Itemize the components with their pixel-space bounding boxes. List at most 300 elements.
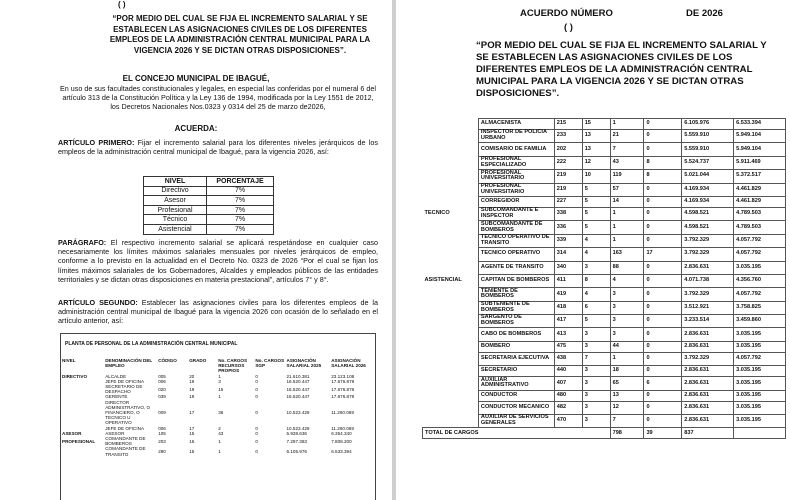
codigo-cell: 314	[554, 248, 582, 261]
nivel-cell	[423, 119, 479, 130]
cargos-sgp-cell: 8	[644, 170, 682, 183]
codigo-cell: 340	[554, 261, 582, 274]
table-row	[423, 352, 786, 365]
cargos-propios-cell: 4	[610, 274, 644, 287]
nivel-cell: DIRECTIVO	[62, 373, 88, 379]
denominacion-cell: CAPITAN DE BOMBEROS	[478, 274, 554, 287]
denominacion-cell: CORREGIDOR	[478, 196, 554, 207]
grado-cell: 5	[582, 196, 610, 207]
codigo-cell: 413	[554, 328, 582, 341]
asig-2025-cell: 10.523.429	[286, 410, 310, 416]
cargos-sgp-cell: 6	[644, 377, 682, 390]
planta-table	[61, 358, 375, 457]
cargos-propios-cell: 163	[610, 248, 644, 261]
paragrafo-label: PARÁGRAFO:	[58, 238, 107, 247]
col-asig-2026: ASIGNACIÓN SALARIAL 2026	[331, 358, 366, 369]
asig-2026-cell: 6.533.394	[734, 119, 786, 130]
cargos-propios-cell: 88	[610, 261, 644, 274]
denominacion-cell: TECNICO OPERATIVO	[478, 248, 554, 261]
nivel-cell	[423, 315, 479, 328]
denominacion-cell: PROFESIONAL UNIVERSITARIO	[478, 183, 554, 196]
table-row	[423, 196, 786, 207]
percent-cell: 7%	[207, 215, 274, 225]
nivel-cell	[423, 248, 479, 261]
asig-2025-cell: 4.598.521	[682, 221, 734, 234]
table-row	[144, 224, 274, 234]
asig-2025-cell: 3.792.329	[682, 288, 734, 301]
article-2-text: Establecer las asignaciones civiles para los diferentes empleos de la administración central municipal de Ibagué para la vigencia 2026 con ocasión de lo señalado en el artículo anterior, así:	[58, 298, 378, 326]
asig-2025-cell: 7.297.383	[286, 438, 307, 444]
asig-2026-cell: 4.789.503	[734, 207, 786, 220]
cargos-propios-cell: 3	[218, 378, 221, 384]
grado-cell: 17	[189, 425, 195, 431]
denominacion-cell: ALMACENISTA	[478, 119, 554, 130]
cargos-sgp-cell: 0	[255, 425, 258, 431]
grado-cell: 3	[582, 366, 610, 377]
denominacion-cell: ALCALDE	[105, 373, 127, 379]
asig-2026-cell: 4.057.792	[734, 352, 786, 365]
grado-cell: 13	[582, 143, 610, 156]
asig-2026-cell: 3.758.825	[734, 301, 786, 314]
cargos-propios-cell: 13	[610, 390, 644, 401]
cargos-sgp-cell: 0	[255, 410, 258, 416]
denominacion-cell: JEFE DE OFICINA	[105, 425, 145, 431]
cargos-sgp-cell: 0	[644, 196, 682, 207]
left-page	[0, 0, 392, 500]
table-row	[423, 401, 786, 414]
percent-col-header: PORCENTAJE	[207, 177, 274, 187]
col-asig-2025: ASIGNACIÓN SALARIAL 2025	[286, 358, 322, 369]
denominacion-cell: DIRECTOR ADMINISTRATIVO, O FINANCIERO, O TECNICO U OPERATIVO	[105, 399, 151, 426]
asig-2026-cell: 4.057.792	[734, 288, 786, 301]
cargos-propios-cell: 3	[610, 328, 644, 341]
asig-2026-cell: 7.808.200	[331, 438, 352, 444]
nivel-cell: ASISTENCIAL	[423, 274, 479, 287]
nivel-cell	[423, 366, 479, 377]
asig-2026-cell: 4.057.792	[734, 248, 786, 261]
nivel-cell	[423, 401, 479, 414]
cargos-propios-cell: 36	[218, 410, 224, 416]
total-label: TOTAL DE CARGOS	[423, 428, 611, 439]
grado-cell: 5	[582, 315, 610, 328]
total-sgp: 39	[644, 428, 682, 439]
right-page	[396, 0, 790, 500]
cargos-propios-cell: 7	[610, 415, 644, 428]
cargos-propios-cell: 1	[610, 207, 644, 220]
denominacion-cell: CONDUCTOR	[478, 390, 554, 401]
total-propios: 798	[610, 428, 644, 439]
asig-2025-cell: 3.792.329	[682, 352, 734, 365]
codigo-cell: 105	[158, 430, 166, 436]
asig-2026-cell: 17.676.878	[331, 378, 355, 384]
asig-2025-cell: 3.792.329	[682, 248, 734, 261]
cargos-propios-cell: 44	[610, 341, 644, 352]
cargos-propios-cell: 7	[610, 143, 644, 156]
cargos-sgp-cell: 0	[644, 183, 682, 196]
grado-cell: 7	[582, 352, 610, 365]
level-cell: Profesional	[144, 205, 207, 215]
percent-cell: 7%	[207, 196, 274, 206]
grado-cell: 10	[582, 170, 610, 183]
codigo-cell: 339	[554, 234, 582, 247]
asig-2026-cell: 3.035.195	[734, 401, 786, 414]
asig-2026-cell: 3.035.195	[734, 366, 786, 377]
article-2	[58, 298, 378, 326]
denominacion-cell: SUBTENIENTE DE BOMBEROS	[478, 301, 554, 314]
denominacion-cell: COMANDANTE DE BOMBEROS	[105, 436, 146, 447]
cargos-propios-cell: 1	[610, 352, 644, 365]
denominacion-cell: AGENTE DE TRANSITO	[478, 261, 554, 274]
asig-2025-cell: 3.233.514	[682, 315, 734, 328]
table-row	[423, 119, 786, 130]
denominacion-cell: AUXILIAR ADMINISTRATIVO	[478, 377, 554, 390]
asig-2025-cell: 6.105.976	[682, 119, 734, 130]
grado-cell: 3	[582, 401, 610, 414]
total-row	[423, 428, 786, 439]
denominacion-cell: SUBCOMANDANTE DE BOMBEROS	[478, 221, 554, 234]
cargos-sgp-cell: 8	[644, 156, 682, 169]
codigo-cell: 407	[554, 377, 582, 390]
nivel-cell	[61, 446, 104, 456]
planta-header-row	[61, 358, 375, 374]
grado-cell: 4	[582, 288, 610, 301]
denominacion-cell: TECNICO OPERATIVO DE TRANSITO	[478, 234, 554, 247]
acuerdo-paren: ( )	[564, 22, 573, 33]
cargos-sgp-cell: 0	[644, 234, 682, 247]
asig-2026-cell: 3.035.195	[734, 341, 786, 352]
cargos-propios-cell: 1	[610, 119, 644, 130]
grado-cell: 5	[582, 207, 610, 220]
table-row	[423, 390, 786, 401]
table-row	[423, 207, 786, 220]
codigo-cell: 009	[158, 410, 166, 416]
article-1	[58, 138, 378, 156]
col-codigo: CÓDIGO	[158, 358, 177, 363]
grado-cell: 4	[582, 248, 610, 261]
table-row	[423, 221, 786, 234]
asig-2025-cell: 5.938.636	[286, 430, 307, 436]
asig-2026-cell: 3.035.195	[734, 415, 786, 428]
asig-2026-cell: 11.260.069	[331, 425, 354, 431]
codigo-cell: 475	[554, 341, 582, 352]
denominacion-cell: SUBCOMANDANTE E INSPECTOR	[478, 207, 554, 220]
article-2-label: ARTÍCULO SEGUNDO:	[58, 298, 138, 307]
table-row	[423, 261, 786, 274]
nivel-cell	[423, 328, 479, 341]
denominacion-cell: SARGENTO DE BOMBEROS	[478, 315, 554, 328]
table-row	[423, 274, 786, 287]
grado-cell: 5	[582, 221, 610, 234]
cargos-sgp-cell: 0	[255, 430, 258, 436]
asig-2026-cell: 4.356.760	[734, 274, 786, 287]
nivel-cell	[423, 156, 479, 169]
nivel-cell	[61, 400, 104, 426]
cargos-sgp-cell: 0	[644, 130, 682, 143]
asig-2025-cell: 5.559.910	[682, 143, 734, 156]
grado-cell: 8	[582, 274, 610, 287]
grado-cell: 15	[189, 430, 195, 436]
denominacion-cell: TENIENTE DE BOMBEROS	[478, 288, 554, 301]
table-row	[423, 301, 786, 314]
table-row	[423, 341, 786, 352]
codigo-cell: 203	[158, 438, 166, 444]
cargos-propios-cell: 1	[610, 221, 644, 234]
grado-cell: 12	[582, 156, 610, 169]
cargos-sgp-cell: 0	[644, 143, 682, 156]
level-cell: Asesor	[144, 196, 207, 206]
asig-2025-cell: 4.598.521	[682, 207, 734, 220]
codigo-cell: 006	[158, 425, 166, 431]
concejo-heading: EL CONCEJO MUNICIPAL DE IBAGUÉ,	[122, 74, 270, 83]
cargos-propios-cell: 57	[610, 183, 644, 196]
asig-2025-cell: 2.836.631	[682, 401, 734, 414]
asig-2025-cell: 4.169.934	[682, 196, 734, 207]
codigo-cell: 482	[554, 401, 582, 414]
nivel-cell	[423, 234, 479, 247]
cargos-sgp-cell: 0	[644, 274, 682, 287]
col-nivel: NIVEL	[62, 358, 76, 363]
table-row	[423, 170, 786, 183]
preamble: En uso de sus facultades constitucionales y legales, en especial las conferidas por el numeral 6 del artículo 313 de la Constitución Política y la Ley 136 de 1994, modificada por la Ley 1551 de 2012, los Decretos Nacionales Nos.0323 y 0314 del 25 de marzo de2026,	[59, 84, 377, 112]
codigo-cell: 006	[158, 378, 166, 384]
codigo-cell: 336	[554, 221, 582, 234]
grado-cell: 15	[582, 119, 610, 130]
cargos-sgp-cell: 0	[644, 352, 682, 365]
table-row	[423, 315, 786, 328]
cargos-sgp-cell: 0	[255, 449, 258, 455]
table-row	[61, 400, 375, 426]
codigo-cell: 438	[554, 352, 582, 365]
denominacion-cell: GERENTE	[105, 394, 128, 400]
denominacion-cell: COMANDANTE DE TRANSITO	[105, 446, 146, 457]
grado-cell: 4	[582, 234, 610, 247]
right-title: “POR MEDIO DEL CUAL SE FIJA EL INCREMENTO SALARIAL Y SE ESTABLECEN LAS ASIGNACIONES CIVILES DE LOS DIFERENTES EMPLEOS DE LA ADMINISTRACIÓN CENTRAL MUNICIPAL PARA LA VIGENCIA 2026 Y SE DICTAN OTRAS DISPOSICIONES”.	[476, 40, 767, 99]
asig-2026-cell: 3.459.860	[734, 315, 786, 328]
planta-title: PLANTA DE PERSONAL DE LA ADMINISTRACIÓN CENTRAL MUNICIPAL	[65, 341, 238, 347]
denominacion-cell: SECRETARIO	[478, 366, 554, 377]
denominacion-cell: COMISARIO DE FAMILIA	[478, 143, 554, 156]
cargos-propios-cell: 43	[610, 156, 644, 169]
grado-cell: 3	[582, 341, 610, 352]
cargos-propios-cell: 2	[218, 425, 221, 431]
nivel-cell: TECNICO	[423, 207, 479, 220]
table-row	[423, 328, 786, 341]
codigo-cell: 417	[554, 315, 582, 328]
grado-cell: 6	[582, 301, 610, 314]
cargos-propios-cell: 65	[610, 377, 644, 390]
asig-2025-cell: 2.836.631	[682, 377, 734, 390]
nivel-cell: PROFESIONAL	[62, 438, 96, 444]
codigo-cell: 202	[554, 143, 582, 156]
asig-2026-cell: 17.676.878	[331, 386, 355, 392]
grado-cell: 3	[582, 415, 610, 428]
cargos-sgp-cell: 0	[255, 373, 258, 379]
cargos-sgp-cell: 0	[255, 394, 258, 400]
cargos-sgp-cell: 0	[255, 386, 258, 392]
asig-2025-cell: 4.169.934	[682, 183, 734, 196]
codigo-cell: 440	[554, 366, 582, 377]
table-row	[423, 288, 786, 301]
cargos-sgp-cell: 0	[644, 341, 682, 352]
table-row	[144, 205, 274, 215]
asig-2025-cell: 2.836.631	[682, 261, 734, 274]
table-row	[423, 234, 786, 247]
left-title: “POR MEDIO DEL CUAL SE FIJA EL INCREMENTO SALARIAL Y SE ESTABLECEN LAS ASIGNACIONES CIVILES DE LOS DIFERENTES EMPLEOS DE LA ADMINISTRACIÓN CENTRAL MUNICIPAL PARA LA VIGENCIA 2026 Y SE DICTAN OTRAS DISPOSICIONES”.	[109, 14, 371, 55]
asig-2025-cell: 5.524.737	[682, 156, 734, 169]
denominacion-cell: CABO DE BOMBEROS	[478, 328, 554, 341]
table-row	[61, 384, 375, 394]
table-row	[423, 130, 786, 143]
asig-2026-cell: 6.533.394	[331, 449, 352, 455]
nivel-cell	[423, 341, 479, 352]
codigo-cell: 418	[554, 301, 582, 314]
grado-cell: 3	[582, 390, 610, 401]
denominacion-cell: AUXILIAR DE SERVICIOS GENERALES	[478, 415, 554, 428]
cargos-propios-cell: 1	[218, 449, 221, 455]
nivel-cell	[423, 143, 479, 156]
asig-2025-cell: 6.105.976	[286, 449, 307, 455]
asig-2025-cell: 2.836.631	[682, 341, 734, 352]
codigo-cell: 470	[554, 415, 582, 428]
denominacion-cell: PROFESIONAL ESPECIALIZADO	[478, 156, 554, 169]
cargos-sgp-cell: 0	[255, 378, 258, 384]
asig-2026-cell: 5.949.104	[734, 143, 786, 156]
table-row	[423, 248, 786, 261]
asig-2025-cell: 5.021.044	[682, 170, 734, 183]
asig-2026-cell: 4.461.829	[734, 183, 786, 196]
nivel-cell	[423, 170, 479, 183]
asig-2026-cell: 3.035.195	[734, 261, 786, 274]
codigo-cell: 215	[554, 119, 582, 130]
codigo-cell: 222	[554, 156, 582, 169]
asig-2025-cell: 21.610.381	[286, 373, 310, 379]
codigo-cell: 219	[554, 183, 582, 196]
level-col-header: NIVEL	[144, 177, 207, 187]
asig-2026-cell: 23.123.108	[331, 373, 355, 379]
level-cell: Técnico	[144, 215, 207, 225]
cargos-propios-cell: 3	[610, 301, 644, 314]
cargos-sgp-cell: 0	[644, 390, 682, 401]
cargos-sgp-cell: 0	[644, 301, 682, 314]
cargos-propios-cell: 21	[610, 130, 644, 143]
grado-cell: 3	[582, 261, 610, 274]
codigo-cell: 233	[554, 130, 582, 143]
codigo-cell: 290	[158, 449, 166, 455]
nivel-cell	[423, 196, 479, 207]
level-cell: Directivo	[144, 186, 207, 196]
denominacion-cell: CONDUCTOR MECANICO	[478, 401, 554, 414]
col-denominacion: DENOMINACIÓN DEL EMPLEO	[105, 358, 153, 369]
grado-cell: 17	[189, 410, 195, 416]
grado-cell: 19	[189, 386, 195, 392]
denominacion-cell: BOMBERO	[478, 341, 554, 352]
article-1-label: ARTÍCULO PRIMERO:	[58, 138, 135, 147]
acuerdo-year: DE 2026	[686, 8, 723, 19]
cargos-propios-cell: 43	[218, 430, 224, 436]
table-row	[423, 183, 786, 196]
asig-2026-cell: 3.035.195	[734, 390, 786, 401]
total-all: 837	[682, 428, 734, 439]
acuerda-heading: ACUERDA:	[174, 124, 218, 133]
paragrafo-text: El respectivo incremento salarial se aplicará respetándose en cualquier caso necesariamente los límites máximos salariales mensuales por niveles jerárquicos de empleo, conforme a lo previsto en la actualidad en el Decreto No. 0323 de 2026 “Por el cual se fijan los límites máximos salariales de los Gobernadores, Alcaldes y empleados públicos de las entidades territoriales y se dictan otras disposiciones en materia prestacional”, artículos 7° y 8°.	[58, 238, 379, 284]
cargos-sgp-cell: 0	[644, 207, 682, 220]
percent-cell: 7%	[207, 205, 274, 215]
asig-2026-cell: 6.354.340	[331, 430, 352, 436]
cargos-propios-cell: 1	[610, 234, 644, 247]
asig-2025-cell: 3.512.921	[682, 301, 734, 314]
asig-2026-cell: 4.789.503	[734, 221, 786, 234]
cargos-propios-cell: 119	[610, 170, 644, 183]
nivel-cell: ASESOR	[62, 430, 82, 436]
asig-2026-cell: 3.035.195	[734, 377, 786, 390]
codigo-cell: 419	[554, 288, 582, 301]
cargos-sgp-cell: 0	[644, 261, 682, 274]
codigo-cell: 219	[554, 170, 582, 183]
table-row	[144, 196, 274, 206]
nivel-cell	[423, 377, 479, 390]
nivel-cell	[423, 183, 479, 196]
grado-cell: 5	[582, 183, 610, 196]
table-row	[61, 446, 375, 456]
percent-cell: 7%	[207, 186, 274, 196]
nivel-cell	[423, 261, 479, 274]
cargos-sgp-cell: 0	[644, 221, 682, 234]
grado-cell: 19	[189, 378, 195, 384]
cargos-sgp-cell: 0	[644, 401, 682, 414]
table-row	[61, 436, 375, 446]
codigo-cell: 039	[158, 394, 166, 400]
codigo-cell: 338	[554, 207, 582, 220]
cargos-sgp-cell: 0	[644, 328, 682, 341]
codigo-cell: 005	[158, 373, 166, 379]
article-1-text: Fijar el incremento salarial para los diferentes niveles jerárquicos de los empleos de la administración central municipal de Ibagué, para la vigencia 2026, así:	[58, 138, 378, 157]
denominacion-cell: PROFESIONAL UNIVERSITARIO	[478, 170, 554, 183]
table-row	[423, 156, 786, 169]
grado-cell: 16	[189, 438, 195, 444]
asig-2025-cell: 16.520.447	[286, 386, 310, 392]
col-cargos-sgp: No. CARGOS SGP	[255, 358, 285, 369]
cargos-sgp-cell: 0	[644, 315, 682, 328]
asig-2025-cell: 2.836.631	[682, 366, 734, 377]
top-paren: ( )	[118, 0, 126, 9]
cargos-sgp-cell: 0	[644, 288, 682, 301]
denominacion-cell: SECRETARIO DE DESPACHO	[105, 384, 143, 395]
codigo-cell: 480	[554, 390, 582, 401]
nivel-cell	[423, 352, 479, 365]
denominacion-cell: INSPECTOR DE POLICIA URBANO	[478, 130, 554, 143]
asig-2025-cell: 16.520.447	[286, 394, 310, 400]
asig-2025-cell: 4.071.738	[682, 274, 734, 287]
nivel-cell	[423, 130, 479, 143]
cargos-sgp-cell: 0	[644, 366, 682, 377]
nivel-cell	[423, 221, 479, 234]
paragrafo	[58, 238, 378, 284]
codigo-cell: 020	[158, 386, 166, 392]
table-row	[423, 143, 786, 156]
denominacion-cell: JEFE DE OFICINA	[105, 378, 145, 384]
grado-cell: 20	[189, 373, 195, 379]
codigo-cell: 227	[554, 196, 582, 207]
grado-cell: 15	[189, 449, 195, 455]
asig-2025-cell: 2.836.631	[682, 390, 734, 401]
cargos-propios-cell: 14	[610, 196, 644, 207]
nivel-cell	[61, 384, 104, 394]
nivel-cell	[423, 301, 479, 314]
col-grado: GRADO	[189, 358, 207, 363]
cargos-propios-cell: 1	[218, 394, 221, 400]
cargos-propios-cell: 12	[610, 401, 644, 414]
codigo-cell: 411	[554, 274, 582, 287]
